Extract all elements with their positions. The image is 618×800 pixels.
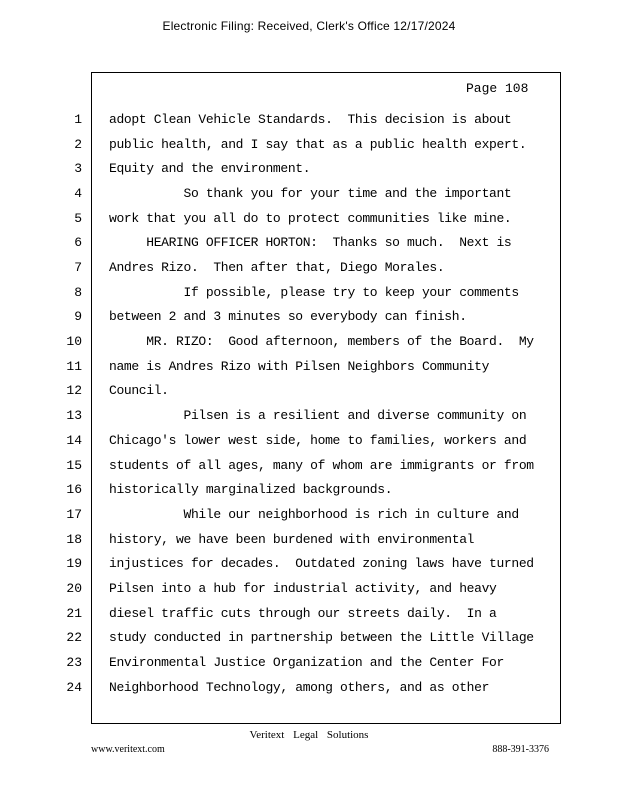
- transcript-line: Chicago's lower west side, home to families, workers and: [109, 433, 527, 448]
- transcript-line: Equity and the environment.: [109, 161, 311, 176]
- transcript-line: Pilsen into a hub for industrial activity, and heavy: [109, 581, 497, 596]
- line-number: 7: [74, 260, 82, 275]
- transcript-line: study conducted in partnership between the Little Village: [109, 630, 534, 645]
- transcript-line: history, we have been burdened with environmental: [109, 532, 475, 547]
- transcript-line: Environmental Justice Organization and the Center For: [109, 655, 504, 670]
- line-number: 14: [66, 433, 82, 448]
- line-number: 22: [66, 630, 82, 645]
- line-number: 15: [66, 458, 82, 473]
- transcript-line: So thank you for your time and the important: [109, 186, 512, 201]
- line-number: 8: [74, 285, 82, 300]
- transcript-line: adopt Clean Vehicle Standards. This decision is about: [109, 112, 512, 127]
- line-number: 17: [66, 507, 82, 522]
- transcript-line: While our neighborhood is rich in culture and: [109, 507, 519, 522]
- line-number: 3: [74, 161, 82, 176]
- transcript-line: Pilsen is a resilient and diverse community on: [109, 408, 527, 423]
- line-number: 4: [74, 186, 82, 201]
- page-number: Page 108: [466, 81, 529, 96]
- line-number: 2: [74, 137, 82, 152]
- line-number: 23: [66, 655, 82, 670]
- transcript-line: If possible, please try to keep your comments: [109, 285, 519, 300]
- transcript-line: HEARING OFFICER HORTON: Thanks so much. Next is: [109, 235, 512, 250]
- line-number: 5: [74, 211, 82, 226]
- line-number: 18: [66, 532, 82, 547]
- transcript-line: name is Andres Rizo with Pilsen Neighbors Community: [109, 359, 490, 374]
- transcript-line: injustices for decades. Outdated zoning laws have turned: [109, 556, 534, 571]
- filing-header: Electronic Filing: Received, Clerk's Office 12/17/2024: [162, 19, 456, 33]
- line-number: 16: [66, 482, 82, 497]
- transcript-line: Andres Rizo. Then after that, Diego Morales.: [109, 260, 445, 275]
- transcript-line: MR. RIZO: Good afternoon, members of the Board. My: [109, 334, 534, 349]
- transcript-line: historically marginalized backgrounds.: [109, 482, 393, 497]
- transcript-line: Council.: [109, 383, 169, 398]
- line-number: 10: [66, 334, 82, 349]
- line-number: 6: [74, 235, 82, 250]
- line-number: 11: [66, 359, 82, 374]
- line-number: 1: [74, 112, 82, 127]
- transcript-line: students of all ages, many of whom are immigrants or from: [109, 458, 534, 473]
- line-number: 24: [66, 680, 82, 695]
- transcript-line: public health, and I say that as a public health expert.: [109, 137, 527, 152]
- footer-company: Veritext Legal Solutions: [249, 729, 369, 741]
- transcript-line: Neighborhood Technology, among others, and as other: [109, 680, 490, 695]
- transcript-line: between 2 and 3 minutes so everybody can finish.: [109, 309, 467, 324]
- footer-website: www.veritext.com: [91, 744, 165, 755]
- transcript-line: diesel traffic cuts through our streets daily. In a: [109, 606, 497, 621]
- line-number: 19: [66, 556, 82, 571]
- line-number: 20: [66, 581, 82, 596]
- line-number: 21: [66, 606, 82, 621]
- line-number: 13: [66, 408, 82, 423]
- transcript-line: work that you all do to protect communities like mine.: [109, 211, 512, 226]
- line-number: 12: [66, 383, 82, 398]
- footer-phone: 888-391-3376: [492, 744, 549, 755]
- line-number: 9: [74, 309, 82, 324]
